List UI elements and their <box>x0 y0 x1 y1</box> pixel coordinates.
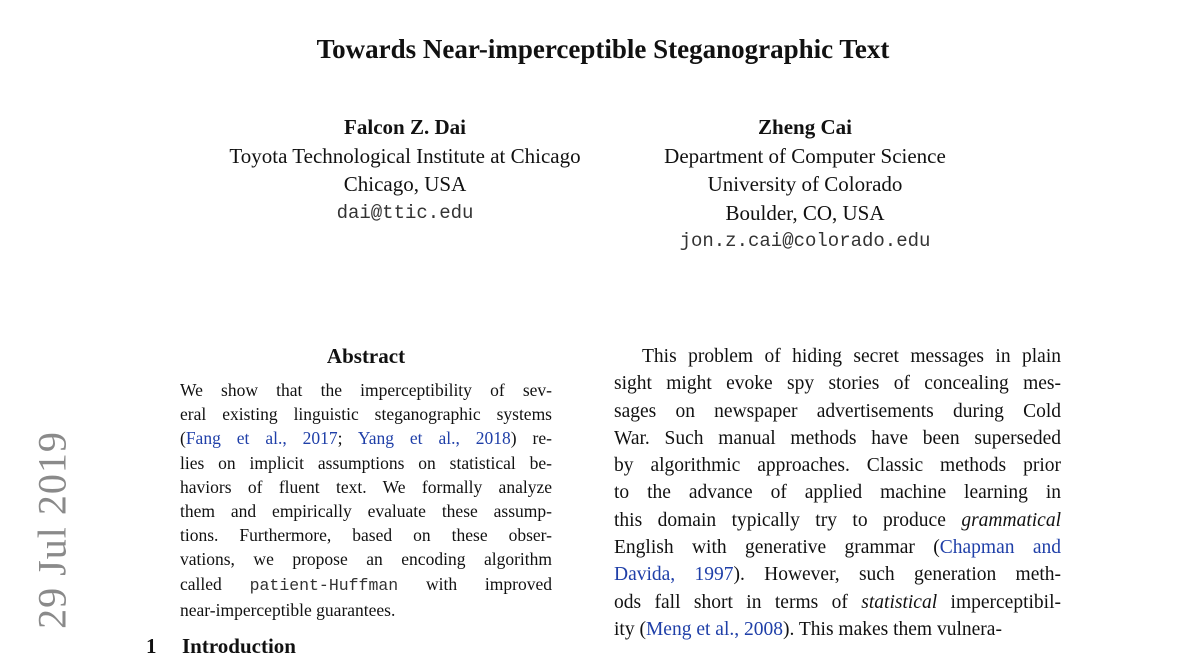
citation-link[interactable]: Fang et al., 2017 <box>185 428 338 449</box>
text-line <box>614 343 1061 370</box>
text-run: lies on implicit assumptions on statistical be- <box>180 452 552 473</box>
text-run: this domain typically try to produce <box>614 509 962 531</box>
intro-paragraph <box>614 343 1061 643</box>
text-run: to the advance of applied machine learning in <box>614 482 1061 504</box>
text-line <box>614 370 1061 397</box>
text-run: ( <box>180 428 186 449</box>
text-run: sight might evoke spy stories of concealing mes- <box>614 373 1061 395</box>
author-affiliation: University of Colorado <box>707 172 903 196</box>
text-line <box>614 561 1061 588</box>
text-run: ) re- <box>510 428 552 449</box>
text-run: We show that the imperceptibility of sev- <box>180 380 552 400</box>
section-number: 1 <box>146 634 157 658</box>
text-run: ; <box>337 428 358 449</box>
paper-title: Towards Near-imperceptible Steganographic Text <box>316 34 890 64</box>
author-email[interactable]: dai@ttic.edu <box>336 201 474 224</box>
text-run: ods fall short in terms of <box>614 591 862 613</box>
text-line <box>180 475 552 499</box>
text-line <box>614 479 1061 506</box>
text-run: tions. Furthermore, based on these obser- <box>180 525 552 546</box>
text-line <box>180 426 552 450</box>
text-run: called <box>180 573 250 594</box>
text-line <box>180 378 552 402</box>
arxiv-date-stamp: 29 Jul 2019 <box>29 431 75 629</box>
author-affiliation: Chicago, USA <box>343 172 467 196</box>
section-heading <box>146 632 296 660</box>
text-line <box>614 507 1061 534</box>
text-line <box>614 452 1061 479</box>
text-run: ). However, such generation meth- <box>733 564 1062 586</box>
text-line <box>614 425 1061 452</box>
author-email[interactable]: jon.z.cai@colorado.edu <box>679 230 931 252</box>
text-line <box>180 499 552 523</box>
emphasis-text: grammatical <box>961 509 1061 531</box>
text-line <box>614 616 1061 643</box>
text-run: sages on newspaper advertisements during Cold <box>614 400 1061 422</box>
text-line <box>614 589 1061 616</box>
text-run: them and empirically evaluate these assump- <box>180 501 552 522</box>
author-affiliation: Department of Computer Science <box>664 143 946 168</box>
text-line <box>614 534 1061 561</box>
text-run: haviors of fluent text. We formally analyze <box>180 476 552 497</box>
text-line <box>180 572 552 598</box>
text-line <box>180 451 552 475</box>
text-run: English with generative grammar ( <box>614 537 940 559</box>
text-line <box>180 402 552 426</box>
citation-link[interactable]: Davida, 1997 <box>614 564 734 586</box>
text-run: ). This makes them vulnera- <box>782 618 1002 640</box>
text-run: near-imperceptible guarantees. <box>180 599 396 620</box>
citation-link[interactable]: Yang et al., 2018 <box>357 428 511 449</box>
text-line <box>614 398 1061 425</box>
text-run: ity ( <box>614 618 646 640</box>
section-title: Introduction <box>182 634 296 658</box>
text-run: eral existing linguistic steganographic systems <box>180 404 552 425</box>
text-run: with improved <box>398 573 553 594</box>
text-run: This problem of hiding secret messages in plain <box>642 346 1061 367</box>
citation-link[interactable]: Chapman and <box>939 537 1061 559</box>
abstract-heading: Abstract <box>326 344 406 368</box>
citation-link[interactable]: Meng et al., 2008 <box>645 618 783 640</box>
author-name: Zheng Cai <box>758 115 852 139</box>
abstract-text <box>180 378 552 622</box>
text-run: imperceptibil- <box>937 591 1061 613</box>
text-line <box>180 547 552 571</box>
author-block-2 <box>630 113 980 256</box>
author-affiliation: Boulder, CO, USA <box>725 200 885 225</box>
author-affiliation: Toyota Technological Institute at Chicago <box>229 143 581 168</box>
text-line <box>180 523 552 547</box>
text-run: vations, we propose an encoding algorithm <box>180 549 552 570</box>
algorithm-name: patient-Huffman <box>249 575 399 595</box>
emphasis-text: statistical <box>861 591 938 613</box>
author-block-1 <box>200 113 610 227</box>
text-run: by algorithmic approaches. Classic methods prior <box>614 455 1061 477</box>
text-run: War. Such manual methods have been superseded <box>614 427 1061 449</box>
text-line <box>180 598 552 622</box>
author-name: Falcon Z. Dai <box>344 115 466 139</box>
